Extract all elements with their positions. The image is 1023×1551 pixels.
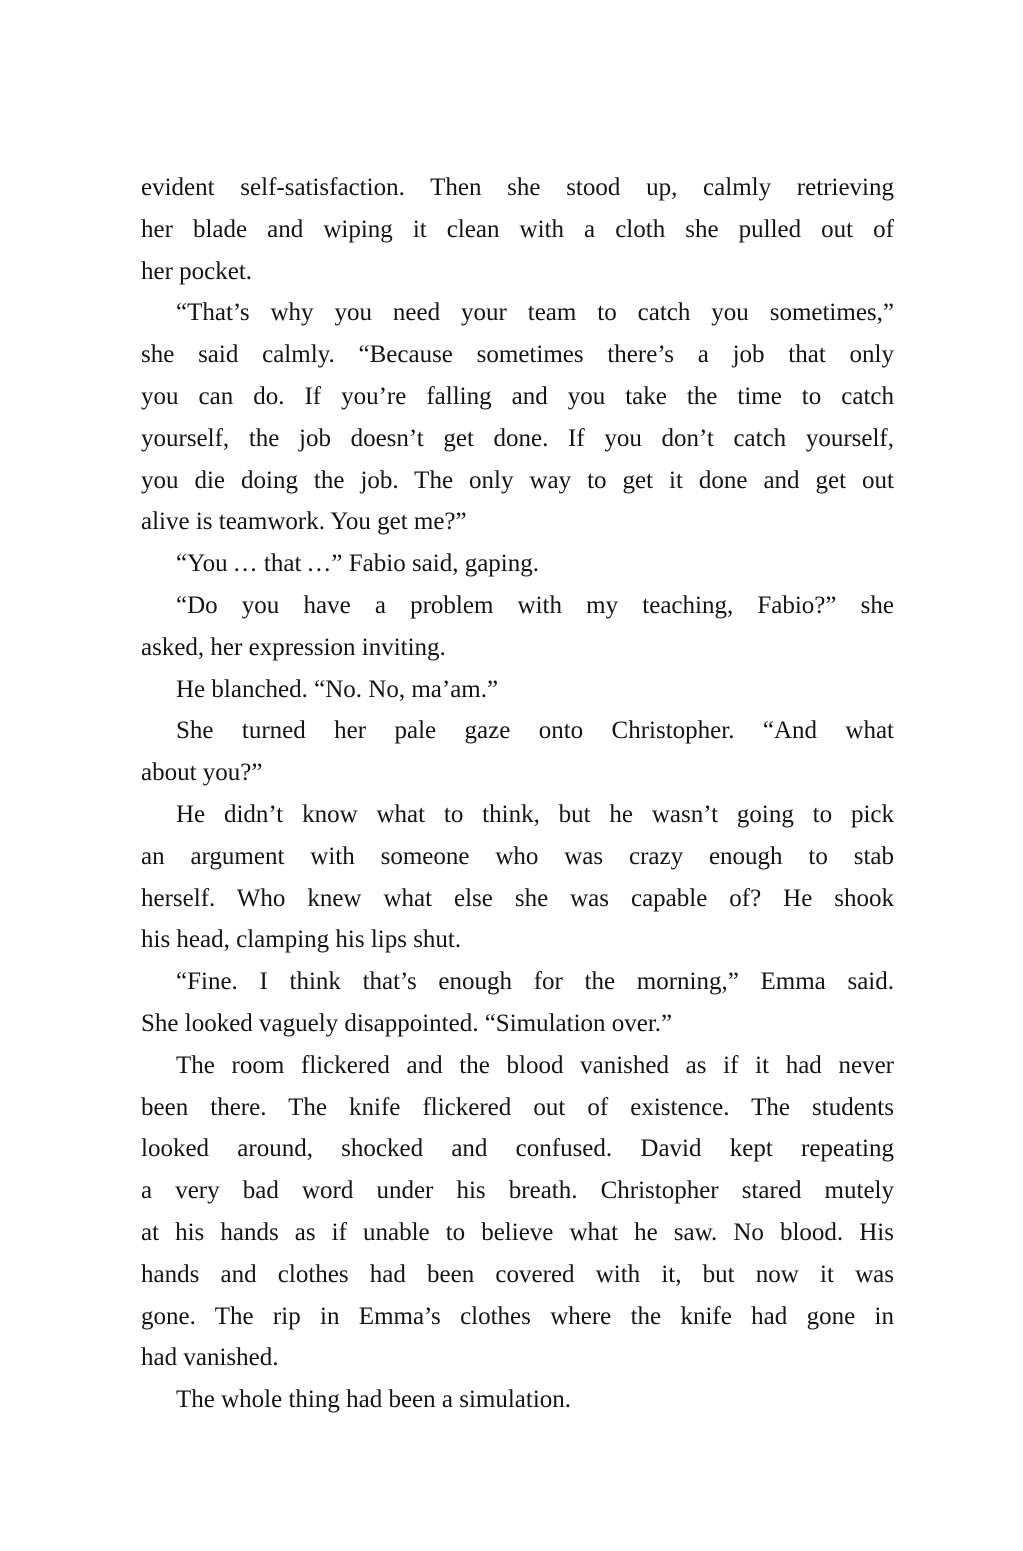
page-text: [141, 167, 894, 1421]
text-line: an argument with someone who was crazy enough to stab: [141, 842, 894, 870]
text-line: gone. The rip in Emma’s clothes where the knife had gone in: [141, 1302, 894, 1330]
text-line: you can do. If you’re falling and you take the time to catch: [141, 382, 894, 410]
text-line: “Do you have a problem with my teaching, Fabio?” she: [176, 591, 894, 619]
text-line: “Fine. I think that’s enough for the morning,” Emma said.: [176, 968, 894, 996]
text-line: his head, clamping his lips shut.: [141, 926, 462, 954]
text-line: looked around, shocked and confused. David kept repeating: [141, 1135, 894, 1163]
text-line: She looked vaguely disappointed. “Simulation over.”: [141, 1009, 673, 1037]
text-line: had vanished.: [141, 1344, 279, 1372]
text-line: her pocket.: [141, 257, 253, 285]
text-line: evident self-satisfaction. Then she stood up, calmly retrieving: [141, 174, 894, 201]
text-line: She turned her pale gaze onto Christopher. “And what: [176, 717, 894, 745]
text-line: “You … that …” Fabio said, gaping.: [176, 550, 540, 578]
text-line: you die doing the job. The only way to get it done and get out: [141, 466, 894, 494]
text-line: at his hands as if unable to believe what he saw. No blood. His: [141, 1218, 894, 1246]
text-line: been there. The knife flickered out of existence. The students: [141, 1093, 894, 1121]
text-line: about you?”: [141, 759, 263, 787]
text-line: He didn’t know what to think, but he wasn’t going to pick: [176, 800, 894, 828]
text-line: “That’s why you need your team to catch you sometimes,”: [176, 299, 894, 327]
text-line: a very bad word under his breath. Christopher stared mutely: [141, 1177, 894, 1205]
text-line: herself. Who knew what else she was capable of? He shook: [141, 884, 894, 912]
text-line: The room flickered and the blood vanished as if it had never: [176, 1051, 894, 1079]
text-line: her blade and wiping it clean with a cloth she pulled out of: [141, 215, 894, 243]
text-line: she said calmly. “Because sometimes there’s a job that only: [141, 341, 894, 369]
text-line: yourself, the job doesn’t get done. If you don’t catch yourself,: [141, 424, 894, 452]
text-line: asked, her expression inviting.: [141, 633, 446, 661]
text-line: hands and clothes had been covered with it, but now it was: [141, 1260, 894, 1288]
text-line: alive is teamwork. You get me?”: [141, 508, 467, 536]
text-line: He blanched. “No. No, ma’am.”: [176, 675, 499, 703]
text-line: The whole thing had been a simulation.: [176, 1386, 572, 1414]
